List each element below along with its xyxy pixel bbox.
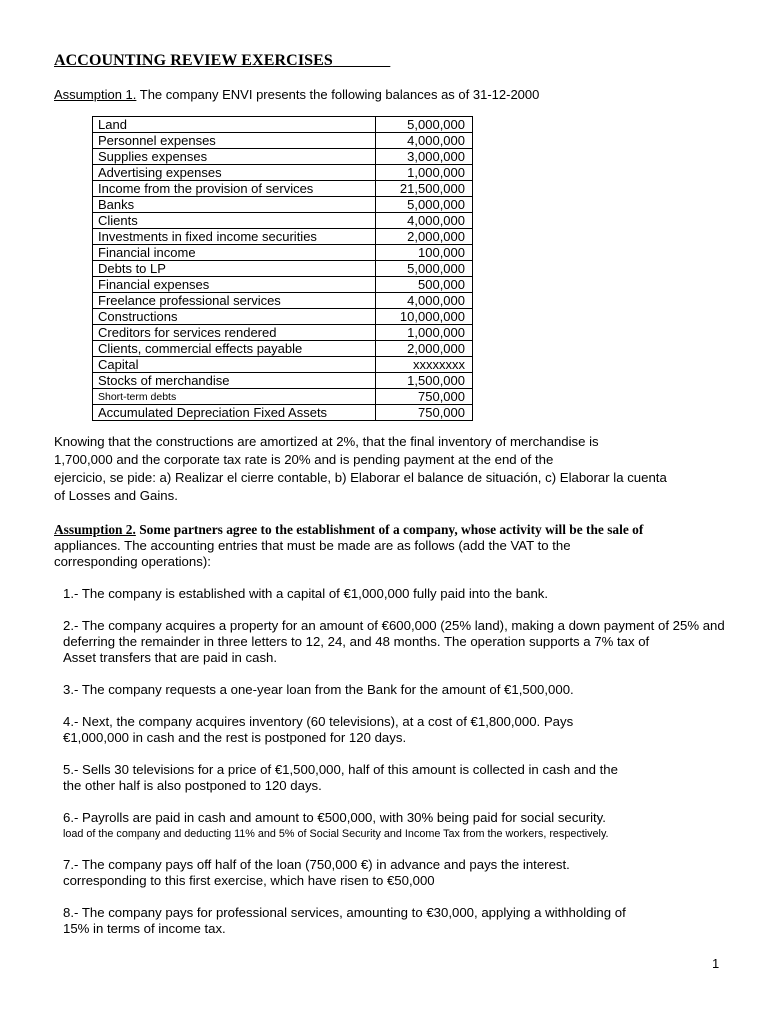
balance-row — [93, 245, 473, 261]
balance-label: Constructions — [93, 309, 376, 325]
balance-label: Banks — [93, 197, 376, 213]
balance-value: 21,500,000 — [376, 181, 473, 197]
operation-line: €1,000,000 in cash and the rest is postponed for 120 days. — [63, 730, 407, 745]
balance-row — [93, 117, 473, 133]
balance-label: Income from the provision of services — [93, 181, 376, 197]
balance-value: 500,000 — [376, 277, 473, 293]
operation-item — [63, 586, 768, 602]
balance-value: xxxxxxxx — [376, 357, 473, 373]
balance-row — [93, 229, 473, 245]
balances-table — [92, 116, 473, 421]
operation-line: 6.- Payrolls are paid in cash and amount to €500,000, with 30% being paid for social security. — [63, 810, 606, 825]
operation-line: 5.- Sells 30 televisions for a price of €1,500,000, half of this amount is collected in cash and the — [63, 762, 618, 777]
assumption-2-lead: Some partners agree to the establishment of a company, whose activity will be the sale of — [135, 522, 644, 537]
balance-row — [93, 149, 473, 165]
assumption-1-label: Assumption 1. — [54, 87, 137, 102]
document-title: ACCOUNTING REVIEW EXERCISES — [54, 52, 333, 69]
balance-label: Personnel expenses — [93, 133, 376, 149]
balance-value: 1,500,000 — [376, 373, 473, 389]
operation-line: 4.- Next, the company acquires inventory (60 televisions), at a cost of €1,800,000. Pays — [63, 714, 574, 729]
knowing-line: ejercicio, se pide: a) Realizar el cierre contable, b) Elaborar el balance de situación, c) Elaborar la cuenta — [54, 470, 667, 485]
balance-row — [93, 277, 473, 293]
balance-label: Freelance professional services — [93, 293, 376, 309]
balance-value: 5,000,000 — [376, 117, 473, 133]
balance-value: 4,000,000 — [376, 293, 473, 309]
operation-item — [63, 857, 768, 889]
assumption-2-label: Assumption 2. — [54, 522, 136, 537]
page-number: 1 — [712, 956, 720, 971]
operation-line: load of the company and deducting 11% and 5% of Social Security and Income Tax from the workers, respectively. — [63, 828, 609, 840]
balance-row — [93, 309, 473, 325]
balance-label: Creditors for services rendered — [93, 325, 376, 341]
operation-item — [63, 905, 768, 937]
balance-row — [93, 325, 473, 341]
assumption-2-line: corresponding operations): — [54, 554, 211, 569]
balance-label: Clients, commercial effects payable — [93, 341, 376, 357]
balance-row — [93, 373, 473, 389]
operation-line: 15% in terms of income tax. — [63, 921, 226, 936]
balance-value: 4,000,000 — [376, 133, 473, 149]
balance-row — [93, 405, 473, 421]
balance-label: Clients — [93, 213, 376, 229]
balance-value: 100,000 — [376, 245, 473, 261]
balance-value: 4,000,000 — [376, 213, 473, 229]
assumption-1-text: The company ENVI presents the following balances as of 31-12-2000 — [136, 87, 540, 102]
balance-value: 10,000,000 — [376, 309, 473, 325]
operation-line: the other half is also postponed to 120 days. — [63, 778, 322, 793]
balance-label: Investments in fixed income securities — [93, 229, 376, 245]
operation-line: 1.- The company is established with a capital of €1,000,000 fully paid into the bank. — [63, 586, 549, 601]
operation-item — [63, 762, 768, 794]
balance-value: 750,000 — [376, 405, 473, 421]
balance-value: 1,000,000 — [376, 325, 473, 341]
balance-value: 3,000,000 — [376, 149, 473, 165]
balance-label: Financial income — [93, 245, 376, 261]
balance-label: Financial expenses — [93, 277, 376, 293]
balance-label: Short-term debts — [93, 389, 376, 405]
balance-row — [93, 197, 473, 213]
balance-row — [93, 341, 473, 357]
knowing-paragraph — [54, 433, 722, 505]
balance-label: Accumulated Depreciation Fixed Assets — [93, 405, 376, 421]
balance-value: 1,000,000 — [376, 165, 473, 181]
operation-line: 8.- The company pays for professional services, amounting to €30,000, applying a withholding of — [63, 905, 626, 920]
balance-value: 5,000,000 — [376, 261, 473, 277]
balance-value: 750,000 — [376, 389, 473, 405]
operation-item — [63, 682, 768, 698]
assumption-2-intro — [54, 522, 754, 570]
operation-line: corresponding to this first exercise, which have risen to €50,000 — [63, 873, 435, 888]
knowing-line: Knowing that the constructions are amortized at 2%, that the final inventory of merchandise is — [54, 434, 599, 449]
assumption-2-line: appliances. The accounting entries that must be made are as follows (add the VAT to the — [54, 538, 571, 553]
operation-item — [63, 618, 768, 666]
balance-row — [93, 165, 473, 181]
balance-row — [93, 181, 473, 197]
balance-label: Supplies expenses — [93, 149, 376, 165]
balance-label: Land — [93, 117, 376, 133]
knowing-line: 1,700,000 and the corporate tax rate is 20% and is pending payment at the end of the — [54, 452, 554, 467]
operation-item — [63, 810, 768, 842]
balance-value: 2,000,000 — [376, 229, 473, 245]
balance-row — [93, 293, 473, 309]
balance-label: Stocks of merchandise — [93, 373, 376, 389]
balance-row — [93, 389, 473, 405]
balance-value: 5,000,000 — [376, 197, 473, 213]
balance-label: Capital — [93, 357, 376, 373]
operation-line: deferring the remainder in three letters to 12, 24, and 48 months. The operation supports a 7% tax of — [63, 634, 650, 649]
balance-row — [93, 357, 473, 373]
balance-label: Debts to LP — [93, 261, 376, 277]
balance-row — [93, 213, 473, 229]
balance-value: 2,000,000 — [376, 341, 473, 357]
assumption-1-intro — [54, 87, 539, 102]
balance-row — [93, 261, 473, 277]
balance-label: Advertising expenses — [93, 165, 376, 181]
operation-line: 7.- The company pays off half of the loan (750,000 €) in advance and pays the interest. — [63, 857, 570, 872]
operation-line: Asset transfers that are paid in cash. — [63, 650, 278, 665]
operation-line: 2.- The company acquires a property for an amount of €600,000 (25% land), making a down payment of 25% and — [63, 618, 725, 633]
knowing-line: of Losses and Gains. — [54, 488, 178, 503]
operation-line: 3.- The company requests a one-year loan from the Bank for the amount of €1,500,000. — [63, 682, 574, 697]
operation-item — [63, 714, 768, 746]
balance-row — [93, 133, 473, 149]
